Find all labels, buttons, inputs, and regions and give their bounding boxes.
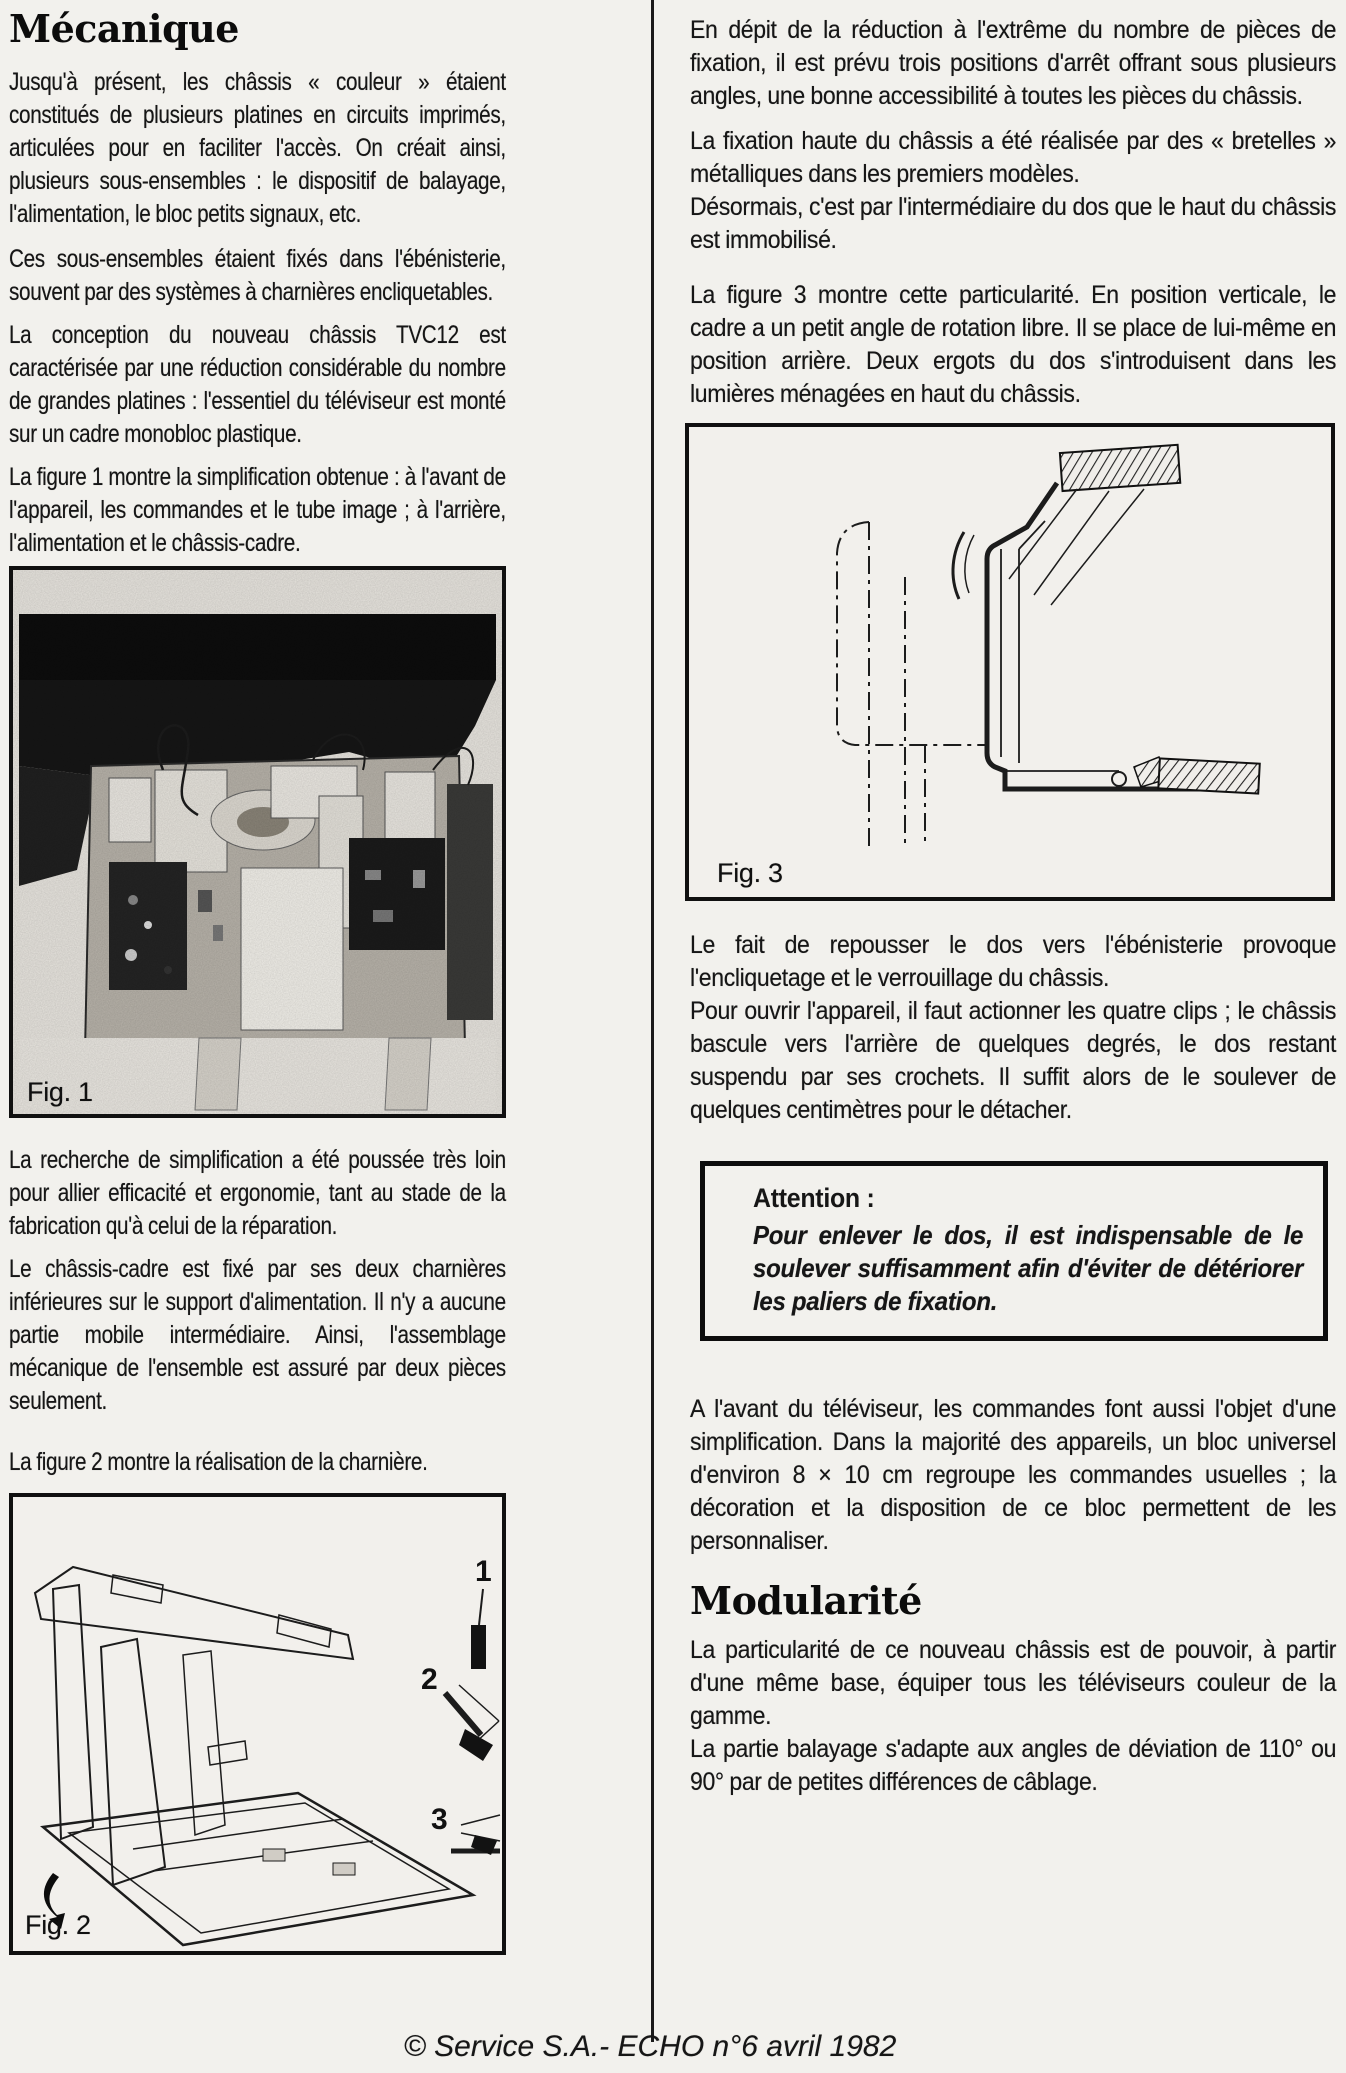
paragraph: La fixation haute du châssis a été réalisée par des « bretelles » métalliques dans les premiers modèles. (690, 127, 1337, 188)
paragraph: Ces sous-ensembles étaient fixés dans l'ébénisterie, souvent par des systèmes à charnières encliquetables. (9, 245, 506, 306)
paragraph: La conception du nouveau châssis TVC12 est caractérisée par une réduction considérable du nombre de grandes platines : l'essentiel du téléviseur est monté sur un cadre monobloc plastique. (9, 321, 506, 448)
figure-2-label: Fig. 2 (25, 1910, 91, 1940)
left-text-block-2 (9, 1144, 506, 1479)
figure-2-image (13, 1497, 502, 1951)
section-heading-modularite: Modularité (690, 1578, 922, 1623)
attention-box (700, 1161, 1328, 1341)
right-text-block-1 (690, 14, 1340, 411)
paragraph: Jusqu'à présent, les châssis « couleur » étaient constitués de plusieurs platines en circuits imprimés, articulées pour en faciliter l'accès. On créait ainsi, plusieurs sous-ensembles : le dispositif de balayage, l'alimentation, le bloc petits signaux, etc. (9, 68, 506, 228)
paragraph: La recherche de simplification a été poussée très loin pour allier efficacité et ergonomie, tant au stade de la fabrication qu'à celui de la réparation. (9, 1146, 506, 1240)
figure-3-label: Fig. 3 (717, 858, 783, 888)
figure-3 (685, 423, 1335, 901)
fig2-callout-1: 1 (475, 1555, 492, 1588)
attention-title: Attention : (753, 1183, 875, 1213)
attention-body: Pour enlever le dos, il est indispensable de le soulever suffisamment afin d'éviter de détériorer les paliers de fixation. (753, 1220, 1304, 1316)
right-text-block-4 (690, 1634, 1340, 1799)
figure-3-image (689, 427, 1331, 897)
left-column (9, 0, 506, 1955)
section-heading-mecanique: Mécanique (9, 6, 239, 51)
left-text-block-1 (9, 66, 506, 560)
footer-credit: © Service S.A.- ECHO n°6 avril 1982 (403, 2030, 897, 2063)
figure-1-label: Fig. 1 (27, 1077, 93, 1107)
figure-1-image (13, 570, 502, 1114)
paragraph: En dépit de la réduction à l'extrême du nombre de pièces de fixation, il est prévu trois positions d'arrêt offrant sous plusieurs angles, une bonne accessibilité à toutes les pièces du châssis. (690, 16, 1337, 110)
right-column (690, 0, 1340, 1799)
paragraph: La figure 2 montre la réalisation de la charnière. (9, 1448, 428, 1476)
paragraph: La partie balayage s'adapte aux angles de déviation de 110° ou 90° par de petites différences de câblage. (690, 1735, 1337, 1796)
paragraph: Pour ouvrir l'appareil, il faut actionner les quatre clips ; le châssis bascule vers l'arrière de quelques degrés, le dos restant suspendu par ses crochets. Il suffit alors de le soulever de quelques centimètres pour le détacher. (690, 997, 1337, 1124)
paragraph: La particularité de ce nouveau châssis est de pouvoir, à partir d'une même base, équiper tous les téléviseurs couleur de la gamme. (690, 1636, 1337, 1730)
fig2-callout-3: 3 (431, 1803, 448, 1836)
paragraph: A l'avant du téléviseur, les commandes font aussi l'objet d'une simplification. Dans la majorité des appareils, un bloc universel d'environ 8 × 10 cm regroupe les commandes usuelles ; la décoration et la disposition de ce bloc permettent de les personnaliser. (690, 1395, 1337, 1555)
paragraph: La figure 1 montre la simplification obtenue : à l'avant de l'appareil, les commandes et le tube image ; à l'arrière, l'alimentation et le châssis-cadre. (9, 463, 506, 557)
fig2-callout-2: 2 (421, 1663, 438, 1696)
paragraph: Le châssis-cadre est fixé par ses deux charnières inférieures sur le support d'alimentation. Il n'y a aucune partie mobile intermédiaire. Ainsi, l'assemblage mécanique de l'ensemble est assuré par deux pièces seulement. (9, 1255, 506, 1415)
figure-1 (9, 566, 506, 1118)
paragraph: La figure 3 montre cette particularité. En position verticale, le cadre a un petit angle de rotation libre. Il se place de lui-même en position arrière. Deux ergots du dos s'introduisent dans les lumières ménagées en haut du châssis. (690, 281, 1337, 408)
right-text-block-3 (690, 1393, 1340, 1558)
paragraph: Désormais, c'est par l'intermédiaire du dos que le haut du châssis est immobilisé. (690, 193, 1337, 254)
column-divider (651, 0, 654, 2042)
figure-2 (9, 1493, 506, 1955)
right-text-block-2 (690, 929, 1340, 1127)
paragraph: Le fait de repousser le dos vers l'ébénisterie provoque l'encliquetage et le verrouillage du châssis. (690, 931, 1337, 992)
